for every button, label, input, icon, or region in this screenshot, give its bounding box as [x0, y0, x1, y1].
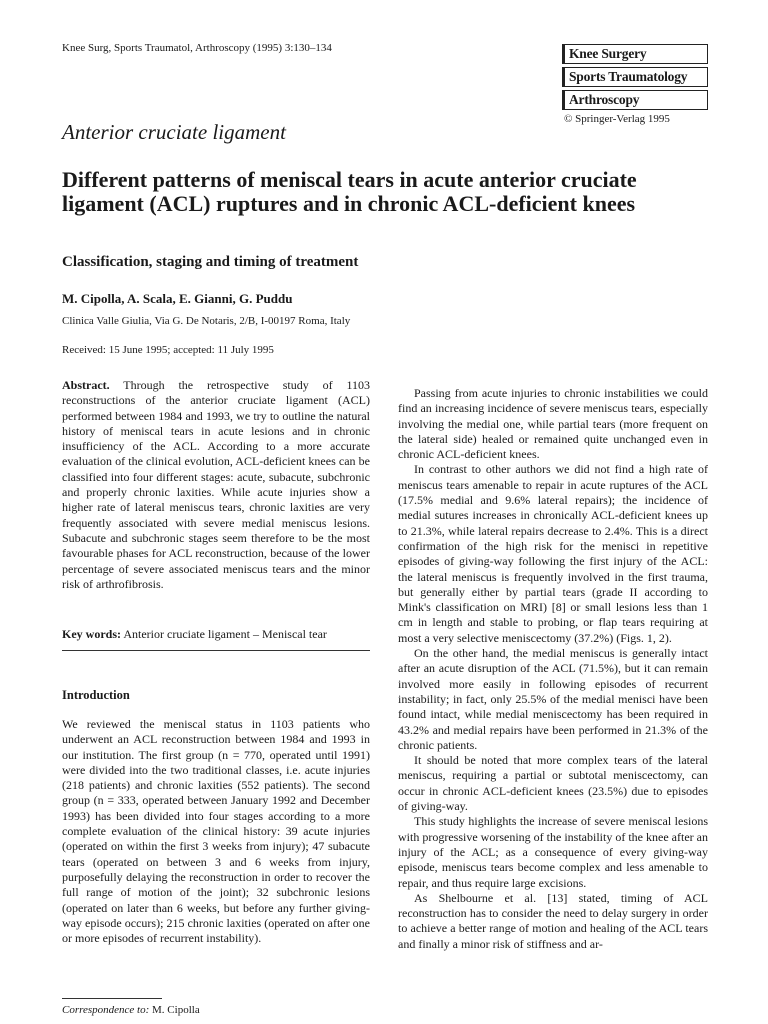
body-paragraph: Passing from acute injuries to chronic instabilities we could find an increasing incidence of severe meniscus tears, especially involving the medial one, while partial tears (more frequent on the lateral side) healed or remained quite unchanged even in chronic ACL-deficient knees. [398, 386, 708, 462]
journal-citation: Knee Surg, Sports Traumatol, Arthroscopy (1995) 3:130–134 [62, 42, 332, 54]
section-heading: Anterior cruciate ligament [62, 120, 286, 144]
authors: M. Cipolla, A. Scala, E. Gianni, G. Puddu [62, 291, 293, 306]
received-dates: Received: 15 June 1995; accepted: 11 July 1995 [62, 344, 274, 356]
journal-box-knee-surgery: Knee Surgery [562, 44, 708, 64]
body-paragraph: In contrast to other authors we did not find a high rate of meniscus tears amenable to repair in acute ruptures of the ACL (17.5% medial and 9.6% lateral repairs); the incidence of medial sutures increases in chronically ACL-deficient knees up to 21.3%, while lateral repairs decrease to 2.4%. This is a direct confirmation of the high risk for the menisci in repetitive episodes of giving-way following the first injury of the ACL: the lateral meniscus is frequently involved in the first trauma, but generally either by partial tears (grade II according to Mink's classification on MRI) [8] or small lesions less than 1 cm in length and stable to probing, or flap tears requiring at most a very selective meniscectomy (37.2%) (Figs. 1, 2). [398, 462, 708, 645]
correspondence-footnote [62, 1004, 200, 1016]
introduction-body [62, 717, 370, 946]
body-paragraph: This study highlights the increase of severe meniscal lesions with progressive worsening of the instability of the knee after an injury of the ACL; as a consequence of every giving-way episode, meniscus tears become complex and less amenable to repair, and thus require large excisions. [398, 814, 708, 890]
introduction-paragraph: We reviewed the meniscal status in 1103 patients who underwent an ACL reconstruction between 1984 and 1993 in our institution. The first group (n = 770, operated until 1991) were divided into the two traditional classes, i.e. acute injuries (218 patients) and chronic laxities (552 patients). The second group (n = 333, operated between January 1992 and December 1993) has been divided into four stages according to a more complete evaluation of the clinical history: 39 acute injuries (operated on within the first 3 weeks from injury); 47 subacute tears (operated on between 3 and 6 weeks from injury, purposefully delaying the reconstruction in order to recover the full range of motion of the joint); 32 subchronic lesions (operated on later than 6 weeks, but before any further giving-way episode occurs); 215 chronic laxities (operated on after one or more episodes of recurrent instability). [62, 717, 370, 946]
copyright: © Springer-Verlag 1995 [564, 113, 670, 125]
article-title: Different patterns of meniscal tears in acute anterior cruciate ligament (ACL) ruptures and in chronic ACL-deficient knees [62, 167, 637, 216]
introduction-heading: Introduction [62, 688, 130, 702]
keywords-text: Anterior cruciate ligament – Meniscal tear [121, 627, 327, 641]
footnote-label: Correspondence to: [62, 1004, 150, 1016]
keywords [62, 627, 370, 642]
body-paragraph: As Shelbourne et al. [13] stated, timing of ACL reconstruction has to consider the need to delay surgery in order to achieve a better range of motion and healing of the ACL tears and finally a minor risk of stiffness and ar- [398, 890, 708, 951]
footnote-text: M. Cipolla [149, 1004, 200, 1016]
footnote-divider [62, 998, 162, 999]
body-paragraph: On the other hand, the medial meniscus is generally intact after an acute disruption of the ACL (71.5%), but it can remain involved more easily in following episodes of recurrent instability; in fact, only 25.5% of the medial menisci have been found intact, while medial meniscectomy has been required in 43.2% and medial repairs have been performed in 21.3% of the chronic patients. [398, 646, 708, 752]
divider [62, 650, 370, 651]
affiliation: Clinica Valle Giulia, Via G. De Notaris, 2/B, I-00197 Roma, Italy [62, 315, 351, 327]
body-paragraph: It should be noted that more complex tears of the lateral meniscus, requiring a partial or subtotal meniscectomy, can occur in chronic ACL-deficient knees (23.5%) due to episodes of giving-way. [398, 753, 708, 814]
abstract-label: Abstract. [62, 378, 110, 392]
abstract-text: Through the retrospective study of 1103 reconstructions of the anterior cruciate ligament (ACL) performed between 1984 and 1993, we try to outline the natural history of meniscal tears in acute lesions and in chronic insufficiency of the ACL. According to a more accurate evaluation of the clinical evolution, ACL-deficient knees can be classified into four different stages: acute, subacute, subchronic and properly chronic laxities. While acute injuries show a higher rate of lateral meniscus tears, chronic laxities are very frequently associated with severe medial meniscus lesions. Subacute and subchronic stages seem therefore to be the most favourable phases for ACL reconstruction, because of the lower percentage of severe associated meniscus tears and the minor risk of arthrofibrosis. [62, 378, 370, 591]
article-subtitle: Classification, staging and timing of treatment [62, 254, 359, 270]
abstract [62, 378, 370, 592]
journal-box-sports-traumatology: Sports Traumatology [562, 67, 708, 87]
keywords-label: Key words: [62, 627, 121, 641]
right-column-body [398, 386, 708, 952]
journal-title-box [562, 44, 708, 125]
journal-box-arthroscopy: Arthroscopy [562, 90, 708, 110]
